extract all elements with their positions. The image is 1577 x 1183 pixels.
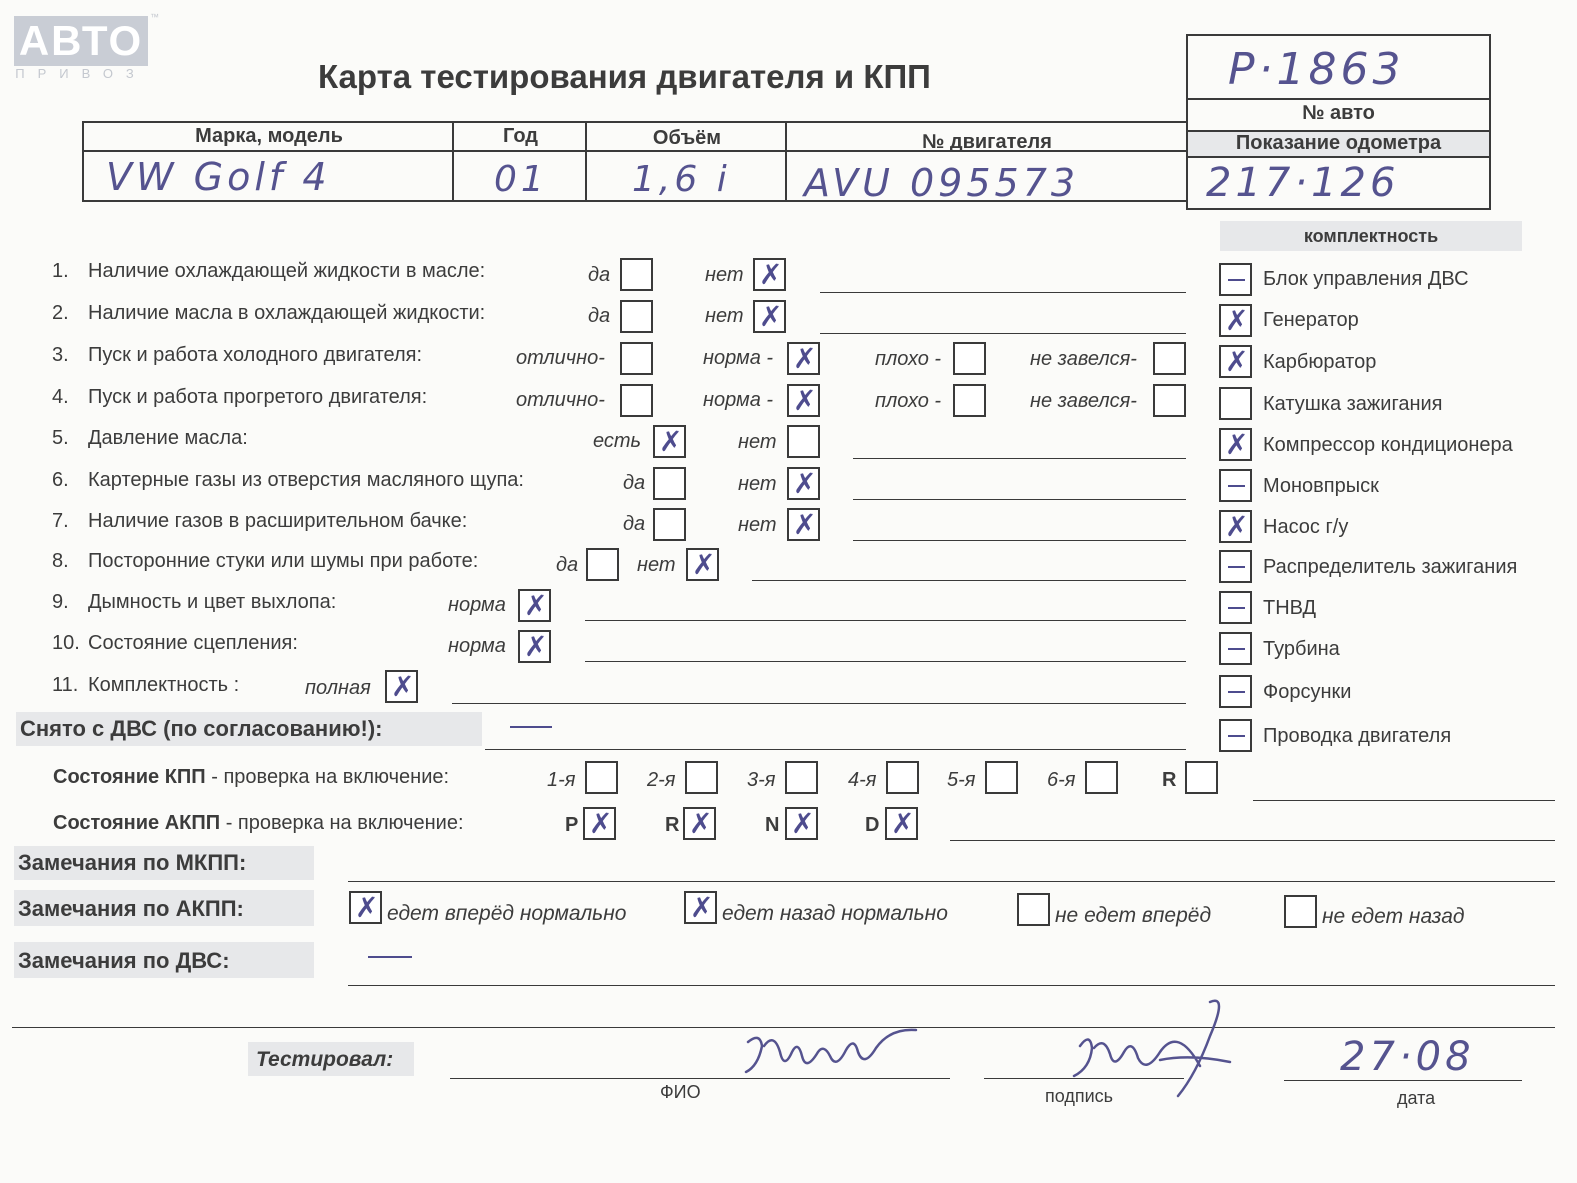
akpp-option-label: едет вперёд нормально [387,902,627,925]
check-box[interactable] [653,508,686,541]
check-option: норма [448,594,506,616]
date-value: 27·08 [1340,1034,1475,1080]
mode-label: D [865,814,880,836]
akpp-option-label: не едет вперёд [1055,904,1212,927]
completeness-box[interactable] [1219,675,1252,708]
auto-number-box [1186,34,1491,210]
kpp-label: Состояние КПП - проверка на включение: [53,766,450,788]
check-option: отлично- [516,347,605,369]
check-box-checked[interactable] [653,425,686,458]
check-number: 3. [52,344,69,366]
engine-label: № двигателя [922,131,1052,153]
auto-number-label: № авто [1302,102,1375,124]
akpp-option-label: едет назад нормально [722,902,948,925]
akpp-label: Состояние АКПП - проверка на включение: [53,812,464,834]
check-option: не завелся- [1030,390,1137,412]
logo [14,16,148,66]
gear-box[interactable] [785,761,818,794]
check-box[interactable] [1153,342,1186,375]
mode-box-checked[interactable] [683,807,716,840]
fio-label: ФИО [660,1082,701,1102]
completeness-item: Компрессор кондиционера [1263,434,1513,456]
completeness-item: Турбина [1263,638,1340,660]
gear-label: 6-я [1047,769,1076,791]
completeness-item: Насос г/у [1263,516,1349,538]
year-label: Год [503,125,538,147]
check-box-checked[interactable] [518,589,551,622]
remark-line [820,333,1186,334]
gear-box[interactable] [1085,761,1118,794]
completeness-box-checked[interactable] [1219,304,1252,337]
completeness-item: Форсунки [1263,681,1352,703]
check-option: отлично- [516,389,605,411]
date-line [1284,1080,1522,1081]
check-number: 1. [52,260,69,282]
check-box-checked[interactable] [753,300,786,333]
completeness-item: Карбюратор [1263,351,1377,373]
check-option: нет [705,305,744,327]
removed-label: Снято с ДВС (по согласованию!): [20,716,383,741]
remark-line [585,620,1186,621]
check-option: полная [305,677,371,699]
akpp-option-box-checked[interactable] [684,891,717,924]
mode-box-checked[interactable] [583,807,616,840]
gear-label: 3-я [747,769,776,791]
check-label: Посторонние стуки или шумы при работе: [88,550,479,572]
completeness-box-checked[interactable] [1219,345,1252,378]
completeness-box[interactable] [1219,387,1252,420]
gear-label: 1-я [547,769,576,791]
check-box[interactable] [953,342,986,375]
check-label: Наличие охлаждающей жидкости в масле: [88,260,486,282]
remark-line [348,985,1555,986]
mode-label: R [665,814,680,836]
remarks-akpp-label: Замечания по АКПП: [18,896,244,921]
check-box[interactable] [586,548,619,581]
gear-label: 2-я [647,769,676,791]
check-number: 6. [52,469,69,491]
logo-text: АВТО [14,16,148,66]
check-box[interactable] [653,467,686,500]
check-option: норма - [703,389,774,411]
removed-dash [510,726,552,728]
gear-label: R [1162,769,1177,791]
check-option: да [623,472,646,494]
akpp-option-box[interactable] [1284,895,1317,928]
check-option: плохо - [875,348,942,370]
check-box-checked[interactable] [787,342,820,375]
gear-box[interactable] [585,761,618,794]
vehicle-table [82,121,1188,205]
completeness-box[interactable] [1219,550,1252,583]
remarks-dvs-dash [368,956,412,958]
check-box-checked[interactable] [787,467,820,500]
check-number: 4. [52,386,69,408]
completeness-box-checked[interactable] [1219,428,1252,461]
engine-value: AVU 095573 [804,161,1080,205]
odometer-label: Показание одометра [1235,132,1442,154]
gear-box[interactable] [886,761,919,794]
remarks-mkpp-label: Замечания по МКПП: [18,850,247,875]
remarks-dvs-label: Замечания по ДВС: [18,948,230,973]
completeness-box[interactable] [1219,469,1252,502]
check-box[interactable] [620,258,653,291]
check-label: Комплектность : [88,674,240,696]
remark-line [485,749,1186,750]
check-label: Наличие масла в охлаждающей жидкости: [88,302,486,324]
check-label: Давление масла: [88,427,248,449]
check-label: Дымность и цвет выхлопа: [88,591,337,613]
check-option: нет [738,514,777,536]
check-box[interactable] [1153,384,1186,417]
completeness-box[interactable] [1219,591,1252,624]
page-title: Карта тестирования двигателя и КПП [318,58,931,95]
completeness-item: ТНВД [1263,597,1317,619]
remark-line [585,661,1186,662]
volume-value: 1,6 i [632,159,731,200]
tested-label: Тестировал: [256,1048,394,1071]
completeness-item: Блок управления ДВС [1263,268,1469,290]
completeness-item: Катушка зажигания [1263,393,1443,415]
akpp-option-box-checked[interactable] [349,891,382,924]
check-number: 9. [52,591,69,613]
check-label: Картерные газы из отверстия масляного щупа: [88,469,524,491]
mode-box-checked[interactable] [885,807,918,840]
check-box[interactable] [620,384,653,417]
check-option: да [588,264,611,286]
check-box-checked[interactable] [753,258,786,291]
mode-label: N [765,814,780,836]
remark-line [853,540,1186,541]
check-option: нет [637,554,676,576]
check-option: да [623,513,646,535]
completeness-box-checked[interactable] [1219,510,1252,543]
logo-subtext: ПРИВОЗ [15,66,147,81]
mode-box-checked[interactable] [785,807,818,840]
completeness-title: комплектность [1303,226,1439,246]
check-option: плохо - [875,390,942,412]
check-box[interactable] [953,384,986,417]
fio-line [450,1078,950,1079]
check-box-checked[interactable] [385,670,418,703]
check-box[interactable] [620,342,653,375]
completeness-box[interactable] [1219,632,1252,665]
check-box-checked[interactable] [787,508,820,541]
remark-line [348,881,1555,882]
check-number: 11. [52,674,79,696]
completeness-box[interactable] [1219,263,1252,296]
remark-line [853,458,1186,459]
check-label: Пуск и работа прогретого двигателя: [88,386,428,408]
gear-label: 5-я [947,769,976,791]
mode-label: P [565,814,579,836]
check-label: Состояние сцепления: [88,632,298,654]
check-box-checked[interactable] [518,630,551,663]
completeness-item: Проводка двигателя [1263,725,1452,747]
check-box[interactable] [787,425,820,458]
remark-line [950,840,1555,841]
odometer-value: 217·126 [1206,160,1400,206]
check-option: есть [593,430,642,452]
gear-label: 4-я [848,769,877,791]
check-label: Пуск и работа холодного двигателя: [88,344,423,366]
tester-name-handwriting [740,1022,930,1082]
check-option: не завелся- [1030,348,1137,370]
volume-label: Объём [652,127,722,149]
gear-box[interactable] [985,761,1018,794]
check-option: нет [705,264,744,286]
check-box-checked[interactable] [787,384,820,417]
completeness-item: Распределитель зажигания [1263,556,1518,578]
gear-box[interactable] [1185,761,1218,794]
check-number: 8. [52,550,69,572]
brand-label: Марка, модель [195,125,343,147]
brand-value: VW Golf 4 [106,155,331,199]
signature-line [984,1078,1184,1079]
check-option: да [588,305,611,327]
completeness-box[interactable] [1219,719,1252,752]
check-box-checked[interactable] [686,548,719,581]
auto-number-value: P·1863 [1228,44,1405,95]
check-label: Наличие газов в расширительном бачке: [88,510,468,532]
check-option: нет [738,431,777,453]
remark-line [1253,800,1555,801]
akpp-option-label: не едет назад [1322,905,1465,928]
completeness-item: Генератор [1263,309,1359,331]
check-option: нет [738,473,777,495]
check-number: 5. [52,427,69,449]
trademark: ™ [150,12,159,22]
gear-box[interactable] [685,761,718,794]
remark-line [752,580,1186,581]
check-number: 2. [52,302,69,324]
remark-line [820,292,1186,293]
check-number: 10. [52,632,80,654]
check-box[interactable] [620,300,653,333]
check-option: да [556,554,579,576]
date-label: дата [1397,1088,1436,1108]
completeness-item: Моновпрыск [1263,475,1379,497]
check-option: норма - [703,347,774,369]
remark-line [452,703,1186,704]
year-value: 01 [494,159,548,200]
akpp-option-box[interactable] [1017,893,1050,926]
check-option: норма [448,635,506,657]
remark-line [853,499,1186,500]
signature-label: подпись [1045,1086,1114,1106]
check-number: 7. [52,510,69,532]
